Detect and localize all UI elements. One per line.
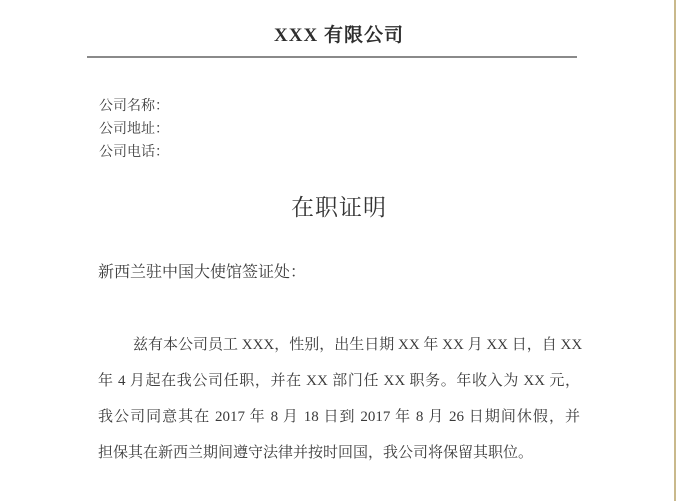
- body-paragraph: [98, 327, 583, 471]
- body-line-2: 年 4 月起在我公司任职，并在 XX 部门任 XX 职务。年收入为 XX 元，: [98, 373, 580, 389]
- company-info-block: [99, 95, 169, 164]
- letterhead-divider: [87, 56, 577, 58]
- body-line-4: 担保其在新西兰期间遵守法律并按时回国，我公司将保留其职位。: [98, 445, 534, 461]
- company-letterhead-title: XXX 有限公司: [274, 25, 404, 46]
- body-line-1: 兹有本公司员工 XXX，性别，出生日期 XX 年 XX 月 XX 日，自 XX: [133, 337, 583, 353]
- body-line-3: 我公司同意其在 2017 年 8 月 18 日到 2017 年 8 月 26 日期间休假，并: [98, 409, 580, 425]
- certificate-title: 在职证明: [291, 195, 387, 220]
- page-right-edge-line: [674, 0, 676, 501]
- company-address-label: 公司地址：: [99, 122, 169, 137]
- company-phone-label: 公司电话：: [99, 145, 169, 160]
- company-name-label: 公司名称：: [99, 99, 169, 114]
- salutation-line: 新西兰驻中国大使馆签证处：: [98, 264, 307, 281]
